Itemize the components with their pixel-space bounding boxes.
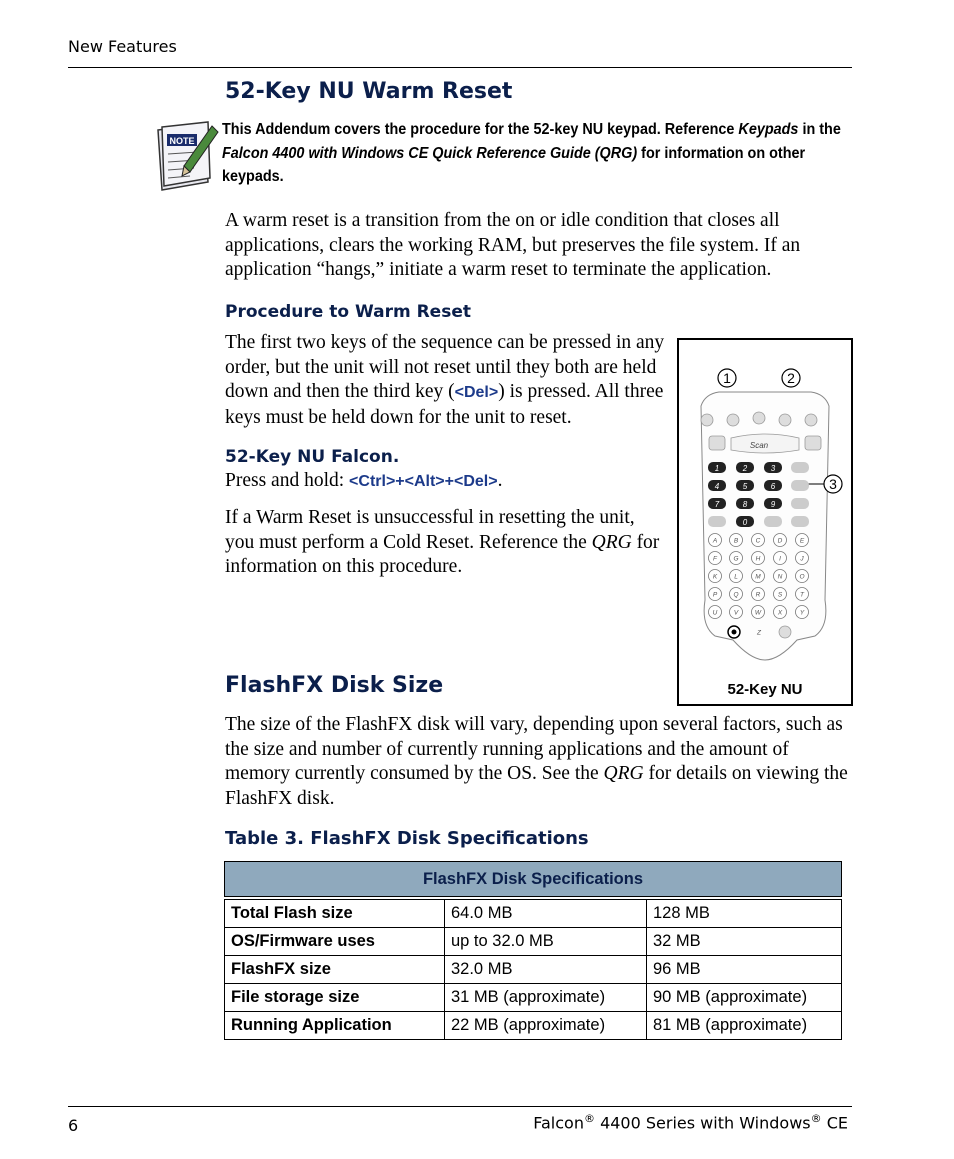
table-row xyxy=(225,900,842,928)
table-cell-v2: 96 MB xyxy=(647,956,842,984)
footer-title-1: Falcon xyxy=(533,1113,584,1133)
procedure-heading: Procedure to Warm Reset xyxy=(225,302,471,322)
letter-key-label: G xyxy=(733,555,739,563)
letter-key-label: T xyxy=(800,591,804,599)
keypad-illustration xyxy=(679,340,851,670)
header-rule xyxy=(68,67,852,68)
table-cell-v1: 64.0 MB xyxy=(445,900,647,928)
top-button xyxy=(727,414,739,426)
number-key-label: 6 xyxy=(770,482,776,491)
enter-key-right xyxy=(805,436,821,450)
table-cell-label: OS/Firmware uses xyxy=(225,928,445,956)
number-key-label: 8 xyxy=(742,500,748,509)
top-button xyxy=(701,414,713,426)
note-text xyxy=(222,118,857,189)
letter-key-label: W xyxy=(754,609,762,617)
table-cell-v1: 31 MB (approximate) xyxy=(445,984,647,1012)
falcon-heading: 52-Key NU Falcon. xyxy=(225,447,400,467)
note-icon-label: NOTE xyxy=(169,136,195,146)
top-button xyxy=(779,414,791,426)
note-keypads-ref: Keypads xyxy=(738,121,799,138)
letter-key-label: U xyxy=(712,609,718,617)
table-header-row xyxy=(225,862,842,897)
table-cell-label: Running Application xyxy=(225,1012,445,1040)
table-title: Table 3. FlashFX Disk Specifications xyxy=(225,828,589,849)
section-title-flashfx: FlashFX Disk Size xyxy=(225,673,444,698)
letter-key-label: A xyxy=(712,537,718,545)
table-cell-v1: 32.0 MB xyxy=(445,956,647,984)
letter-key-label: V xyxy=(733,609,739,617)
letter-key-label: X xyxy=(777,609,783,617)
press-and-hold xyxy=(225,469,665,495)
unsuccess-text-2: for information on this procedure. xyxy=(225,531,660,577)
function-key xyxy=(779,626,791,638)
function-key xyxy=(764,516,782,527)
letter-key-label: M xyxy=(755,573,761,581)
letter-key-label: C xyxy=(755,537,761,545)
scan-label: Scan xyxy=(749,441,769,450)
number-key-label: 9 xyxy=(770,500,776,509)
unsuccess-text-1: If a Warm Reset is unsuccessful in resetting the unit, you must perform a Cold Reset. Reference the xyxy=(225,507,635,553)
note-part-2: in the xyxy=(798,121,841,138)
footer-title xyxy=(533,1112,848,1132)
keypad-figure xyxy=(677,338,853,706)
number-key-label: 5 xyxy=(742,482,748,491)
key-combo: <Ctrl>+<Alt>+<Del> xyxy=(349,473,498,490)
letter-key-label: H xyxy=(755,555,761,563)
letter-key-label: B xyxy=(733,537,739,545)
letter-key-label: O xyxy=(799,573,805,581)
figure-caption: 52-Key NU xyxy=(727,681,803,698)
footer-reg-2: ® xyxy=(810,1112,822,1125)
table-body xyxy=(225,900,842,1040)
top-button xyxy=(805,414,817,426)
letter-key-label: R xyxy=(755,591,761,599)
letter-key-label: L xyxy=(734,573,738,581)
note-guide-ref: Falcon 4400 with Windows CE Quick Reference Guide (QRG) xyxy=(222,144,638,162)
letter-key-label: D xyxy=(777,537,783,545)
letter-key-label: Z xyxy=(757,629,761,637)
flashfx-text-1: The size of the FlashFX disk will vary, depending upon several factors, such as the size and number of currently running applications and the amount of memory currently consumed by the OS. See the xyxy=(225,714,843,784)
footer-rule xyxy=(68,1106,852,1107)
unsuccessful-reset-paragraph xyxy=(225,506,665,580)
number-key-label: 4 xyxy=(714,482,720,491)
callout-3 xyxy=(824,475,842,493)
callout-2 xyxy=(782,369,800,387)
keys-text-1: The first two keys of the sequence can be pressed in any order, but the unit will not reset until they both are held down and then the third key ( xyxy=(225,332,665,402)
del-key-ref: <Del> xyxy=(454,384,499,401)
letter-key-label: I xyxy=(779,555,781,563)
function-key xyxy=(791,480,809,491)
flashfx-qrg-ref: QRG xyxy=(603,763,644,784)
table-cell-v2: 81 MB (approximate) xyxy=(647,1012,842,1040)
table-row xyxy=(225,956,842,984)
number-key-label: 0 xyxy=(742,518,748,527)
footer-title-2: 4400 Series with Windows xyxy=(594,1113,811,1133)
table-cell-label: File storage size xyxy=(225,984,445,1012)
callout-1 xyxy=(718,369,736,387)
table-cell-label: FlashFX size xyxy=(225,956,445,984)
function-key xyxy=(708,516,726,527)
number-key-label: 1 xyxy=(714,464,720,473)
table-cell-v2: 128 MB xyxy=(647,900,842,928)
svg-text:1: 1 xyxy=(723,370,731,386)
table-row xyxy=(225,1012,842,1040)
top-button xyxy=(753,412,765,424)
power-icon xyxy=(732,630,737,635)
table-row xyxy=(225,984,842,1012)
flashfx-spec-table xyxy=(224,861,842,1040)
table-cell-v1: 22 MB (approximate) xyxy=(445,1012,647,1040)
key-sequence-paragraph xyxy=(225,331,665,430)
footer-title-3: CE xyxy=(821,1113,848,1133)
press-label: Press and hold: xyxy=(225,470,350,491)
table-cell-v1: up to 32.0 MB xyxy=(445,928,647,956)
running-header: New Features xyxy=(68,37,177,56)
table-header: FlashFX Disk Specifications xyxy=(225,862,842,897)
table-cell-v2: 90 MB (approximate) xyxy=(647,984,842,1012)
number-key-label: 3 xyxy=(770,464,776,473)
letter-key-label: J xyxy=(800,555,804,563)
page-number: 6 xyxy=(68,1116,79,1135)
table-cell-v2: 32 MB xyxy=(647,928,842,956)
letter-key-label: E xyxy=(799,537,805,545)
function-key xyxy=(791,462,809,473)
letter-key-label: F xyxy=(713,555,717,563)
flashfx-paragraph xyxy=(225,713,855,811)
keys-text-2: ) is pressed. All three keys must be held down for the unit to reset. xyxy=(225,381,664,428)
letter-key-label: K xyxy=(712,573,718,581)
function-key xyxy=(791,498,809,509)
note-part-1: This Addendum covers the procedure for the 52-key NU keypad. Reference xyxy=(222,121,739,138)
number-key-label: 2 xyxy=(742,464,748,473)
svg-text:3: 3 xyxy=(829,476,837,492)
note-part-3: for information on other keypads. xyxy=(222,144,806,185)
letter-key-label: Q xyxy=(733,591,739,599)
table-row xyxy=(225,928,842,956)
number-key-label: 7 xyxy=(714,500,720,509)
letter-key-label: Y xyxy=(799,609,805,617)
note-icon xyxy=(154,120,220,192)
letter-key-label: N xyxy=(777,573,783,581)
table-cell-label: Total Flash size xyxy=(225,900,445,928)
flashfx-text-2: for details on viewing the FlashFX disk. xyxy=(225,763,848,809)
function-key xyxy=(791,516,809,527)
warm-reset-intro: A warm reset is a transition from the on or idle condition that closes all applications, clears the working RAM, but preserves the file system. If an application “hangs,” initiate a warm reset to terminate the application. xyxy=(225,210,801,280)
letter-key-label: S xyxy=(777,591,783,599)
letter-key-label: P xyxy=(712,591,718,599)
unsuccess-qrg-ref: QRG xyxy=(591,531,632,553)
section-title-warm-reset: 52-Key NU Warm Reset xyxy=(225,79,513,104)
footer-reg-1: ® xyxy=(583,1112,595,1125)
svg-text:2: 2 xyxy=(787,370,795,386)
press-end: . xyxy=(497,470,503,491)
enter-key-left xyxy=(709,436,725,450)
